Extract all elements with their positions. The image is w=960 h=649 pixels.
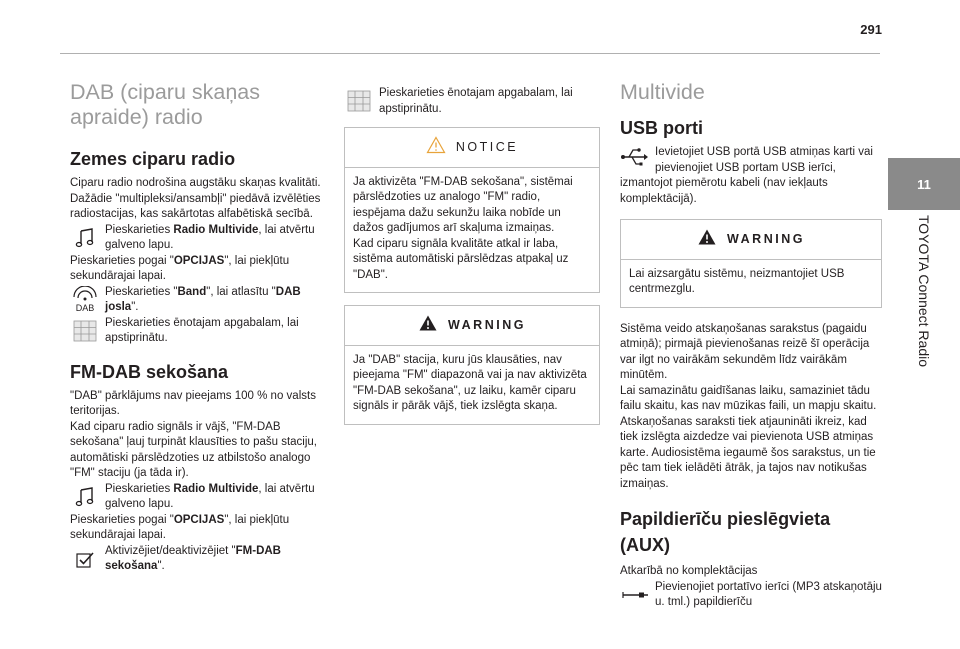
usb-warning-header: [621, 220, 881, 260]
usb-warning-text: Lai aizsargātu sistēmu, neizmantojiet USB centrmezglu.: [629, 267, 845, 295]
page-number: 291: [860, 22, 882, 37]
shaded-area-grid-icon: [344, 86, 374, 116]
music-note-icon: [70, 223, 100, 253]
notice-header: [345, 128, 599, 168]
usb-warning-label: WARNING: [727, 231, 805, 246]
music-note-icon: [70, 482, 100, 512]
usb-warning-box: [620, 219, 882, 308]
notice-label: NOTICE: [455, 139, 519, 154]
paragraph-playlists: Sistēma veido atskaņošanas sarakstus (pagaidu atmiņā); pirmajā pievienošanas reizē šī operācija var ilgt no vairākām sekundēm līdz vairākām minūtēm. Lai samazinātu gaidīšanas laiku, samaziniet tādu failu skaitu, kas nav mūzikas faili, un mapju skaitu. Atskaņošanas saraksti tiek atjaunināti ikreiz, kad tiek izslēgta aizdedze vai pievienota USB atmiņas karte. Audiosistēma iegaumē šos sarakstus, un tie pēc tam tiek ielādēti ātrāk, ja tajos nav notikušas izmaiņas.: [620, 322, 877, 490]
notice-text: Ja aktivizēta "FM-DAB sekošana", sistēmai pārslēdzoties uz analogo "FM" radio, iespējama dažu sekunžu laika nobīde un dažos gadījumos arī skaļuma izmaiņas. Kad ciparu signāla kvalitāte atkal ir laba, sistēma automātiski pārslēdzas atpakaļ uz "DAB".: [353, 175, 573, 281]
column-3: [620, 66, 882, 611]
step-confirm-2: Pieskarieties ēnotajam apgabalam, lai apstiprinātu.: [344, 86, 600, 117]
paragraph-fm-dab: "DAB" pārklājums nav pieejams 100 % no valsts teritorijas. Kad ciparu radio signāls ir vājš, "FM-DAB sekošana" ļauj turpināt klausīties to pašu staciju, automātiski pārslēdzoties uz atbilstošo analogo "FM" staciju (ja tāda ir).: [70, 389, 317, 479]
step-usb: Ievietojiet USB portā USB atmiņas karti vai pievienojiet USB portam USB ierīci, izmantojot piemērotu kabeli (nav iekļauts komplektācijā).: [620, 146, 873, 205]
notice-triangle-icon: [426, 136, 446, 159]
notice-box: [344, 127, 600, 293]
chapter-title: [888, 215, 960, 365]
aux-jack-icon: [620, 580, 650, 610]
subheading-digital-radio: Zemes ciparu radio: [70, 149, 236, 169]
chapter-tab: 11: [888, 158, 960, 210]
paragraph-aux-availability: Atkarībā no komplektācijas: [620, 565, 758, 577]
warning-text: Ja "DAB" stacija, kuru jūs klausāties, nav pieejama "FM" diapazonā vai ja nav aktivizēta "FM-DAB sekošana", uz laiku, kamēr ciparu signāls ir pārāk vājš, tiek izslēgta skaņa.: [353, 353, 587, 412]
subheading-aux: Papildierīču pieslēgvieta (AUX): [620, 509, 831, 555]
step-aux: Pievienojiet portatīvo ierīci (MP3 atskaņotāju u. tml.) papildierīču: [620, 580, 882, 611]
subheading-fm-dab: FM-DAB sekošana: [70, 361, 229, 382]
section-title-multimedia: Multivide: [620, 80, 705, 104]
paragraph-options-2: Pieskarieties pogai "OPCIJAS", lai piekļūtu sekundārajai lapai.: [70, 513, 290, 541]
step-open-radio: Pieskarieties Radio Multivide, lai atvērtu galveno lapu.: [70, 223, 332, 254]
step-open-radio-2: Pieskarieties Radio Multivide, lai atvērtu galveno lapu.: [70, 482, 332, 513]
dab-radio-icon: [70, 285, 100, 315]
column-1: [70, 66, 332, 575]
subheading-usb: USB porti: [620, 118, 703, 138]
step-confirm: Pieskarieties ēnotajam apgabalam, lai apstiprinātu.: [70, 316, 332, 347]
step-toggle-fm-dab: Aktivizējiet/deaktivizējiet "FM-DAB sekošana".: [70, 544, 332, 575]
checkbox-toggle-icon: [70, 544, 100, 574]
warning-header: [345, 306, 599, 346]
column-2: [344, 86, 600, 435]
svg-text:DAB: DAB: [75, 302, 95, 313]
warning-label: WARNING: [448, 317, 526, 332]
shaded-area-grid-icon: [70, 316, 100, 346]
warning-triangle-icon: [418, 314, 438, 337]
section-title-dab: DAB (ciparu skaņas apraide) radio: [70, 80, 260, 129]
warning-box: [344, 305, 600, 425]
usb-icon: [620, 145, 650, 171]
paragraph-digital-radio: Ciparu radio nodrošina augstāku skaņas kvalitāti. Dažādie "multipleksi/ansambļi" piedāvā izvēlēties radiostacijas, kas sakārtotas alfabētiskā secībā.: [70, 177, 321, 220]
chapter-title-text: TOYOTA Connect Radio: [916, 215, 932, 367]
paragraph-options: Pieskarieties pogai "OPCIJAS", lai piekļūtu sekundārajai lapai.: [70, 254, 290, 282]
top-rule: [60, 53, 880, 54]
step-select-band: DAB Pieskarieties "Band", lai atlasītu "DAB josla".: [70, 285, 332, 316]
warning-triangle-icon: [697, 228, 717, 251]
